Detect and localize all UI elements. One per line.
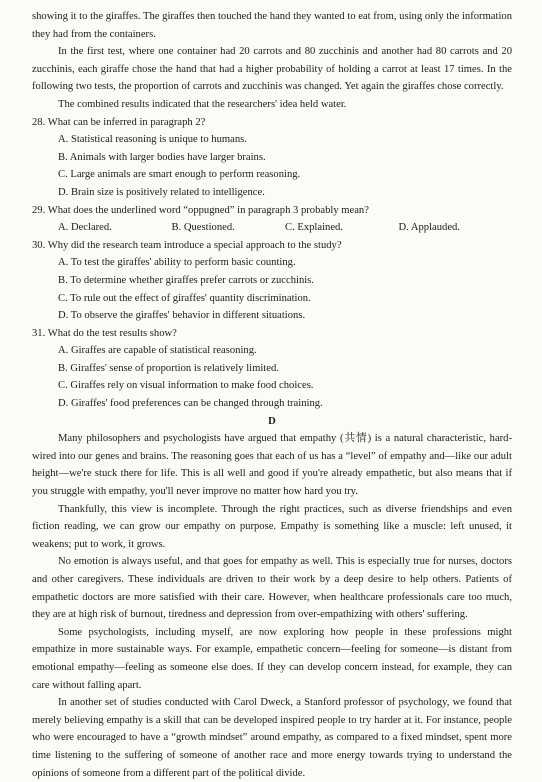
passage-d-paragraph: In another set of studies conducted with Carol Dweck, a Stanford professor of psychology, we found that merely believing empathy is a skill that can be developed inspired people to try harder at it. For instance, people who were encouraged to have a “growth mindset” around empathy, as compared to a fixed mindset, spent more time listening to the suffering of someone of another race and more energy towards trying to understand the opinions of someone from a different part of the political divide.: [32, 697, 512, 779]
option: C. To rule out the effect of giraffes' quantity discrimination.: [58, 292, 311, 304]
question-stem: 31. What do the test results show?: [32, 327, 177, 339]
option: C. Giraffes rely on visual information to make food choices.: [58, 380, 314, 392]
option: D. To observe the giraffes' behavior in different situations.: [58, 310, 306, 322]
option: A. Statistical reasoning is unique to humans.: [58, 134, 247, 146]
option: D. Applauded.: [398, 222, 460, 234]
option: D. Brain size is positively related to intelligence.: [58, 186, 265, 198]
passage-d-paragraph: Many philosophers and psychologists have argued that empathy (共情) is a natural characteristic, hard-wired into our genes and brains. The reasoning goes that each of us has a “level” of empathy and—like our adult height—we're stuck there for life. This is all well and good if you're already empathetic, but also means that if you struggle with empathy, you'll never improve no matter how hard you try.: [32, 433, 512, 498]
option: B. Giraffes' sense of proportion is relatively limited.: [58, 362, 279, 374]
options-row: [58, 219, 512, 237]
question-29: [32, 202, 512, 237]
question-stem: 28. What can be inferred in paragraph 2?: [32, 116, 206, 128]
option: A. Declared.: [58, 222, 112, 234]
passage-d-paragraph: Some psychologists, including myself, are now exploring how people in these professions might empathize in more sustainable ways. For example, empathetic concern—feeling for someone—is distant from emotional empathy—feeling as someone else does. If they can develop concern instead, for example, they can care without falling apart.: [32, 626, 512, 691]
passage-d-paragraph: No emotion is always useful, and that goes for empathy as well. This is especially true for nurses, doctors and other caregivers. These individuals are driven to their work by a deep desire to help others. Patients of empathetic doctors are more satisfied with their care. However, when healthcare professionals care too much, they are at high risk of burnout, tiredness and depression from over-empathizing with others' suffering.: [32, 556, 512, 621]
option: B. To determine whether giraffes prefer carrots or zucchinis.: [58, 274, 314, 286]
question-31: [32, 325, 512, 413]
passage-c-paragraph: In the first test, where one container had 20 carrots and 80 zucchinis and another had 80 carrots and 20 zucchinis, each giraffe chose the hand that had a higher probability of holding a carrot at least 17 times. In the following two tests, the proportion of carrots and zucchinis was changed. Yet again the giraffes chose correctly.: [32, 46, 512, 93]
option: A. To test the giraffes' ability to perform basic counting.: [58, 257, 296, 269]
passage-c-paragraph: showing it to the giraffes. The giraffes then touched the hand they wanted to eat from, using only the information they had from the containers.: [32, 11, 512, 40]
option: C. Explained.: [285, 222, 343, 234]
option: D. Giraffes' food preferences can be changed through training.: [58, 398, 323, 410]
option: B. Questioned.: [171, 222, 235, 234]
passage-d-paragraph: Thankfully, this view is incomplete. Through the right practices, such as diverse friendships and even fiction reading, we can grow our empathy on purpose. Empathy is something like a muscle: left unused, it weakens; put to work, it grows.: [32, 503, 512, 550]
option: B. Animals with larger bodies have larger brains.: [58, 151, 266, 163]
question-stem: 30. Why did the research team introduce a special approach to the study?: [32, 239, 342, 251]
question-stem: 29. What does the underlined word “oppugned” in paragraph 3 probably mean?: [32, 204, 369, 216]
option: A. Giraffes are capable of statistical reasoning.: [58, 345, 257, 357]
section-heading: D: [268, 415, 276, 427]
option: C. Large animals are smart enough to perform reasoning.: [58, 169, 301, 181]
question-28: [32, 114, 512, 202]
question-30: [32, 237, 512, 325]
passage-c-paragraph: The combined results indicated that the researchers' idea held water.: [58, 98, 347, 110]
